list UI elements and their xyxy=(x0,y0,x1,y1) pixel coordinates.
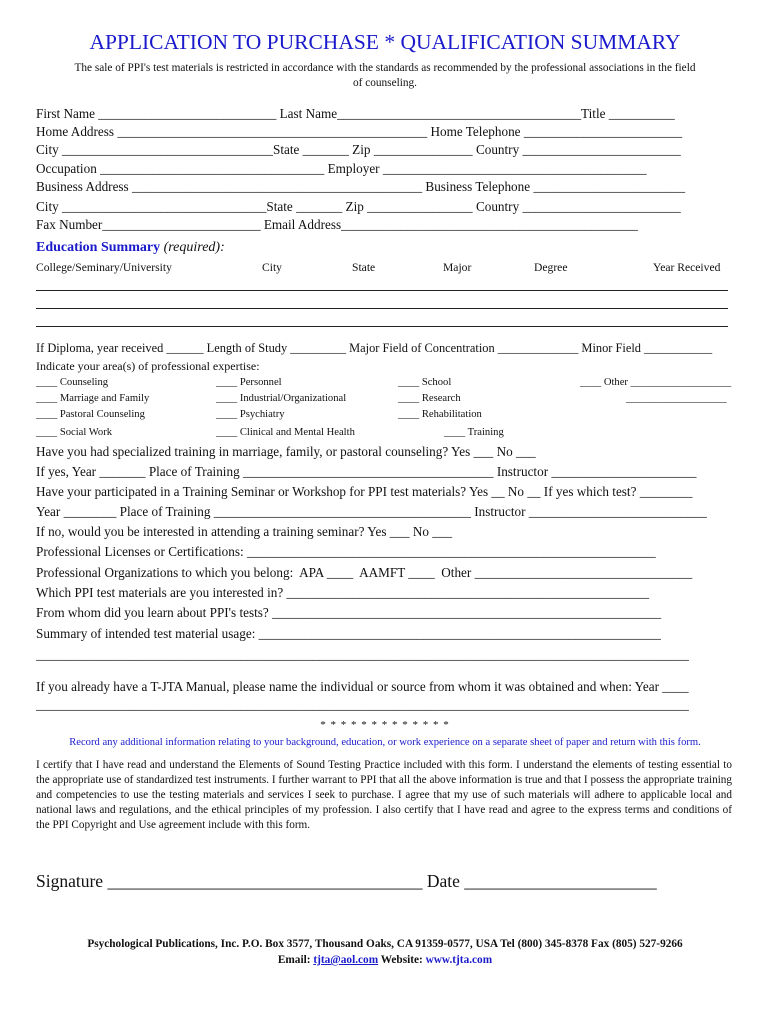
education-heading xyxy=(36,239,225,257)
footer-address: Psychological Publications, Inc. P.O. Box 3577, Thousand Oaks, CA 91359-0577, USA Tel (800) 345-8378 Fax (805) 527-9266 xyxy=(87,938,683,950)
additional-info-note: Record any additional information relating to your background, education, or work experience on a separate sheet of paper and return with this form. xyxy=(69,737,701,748)
option-marriage-family[interactable]: ____ Marriage and Family xyxy=(36,393,150,404)
option-psychiatry[interactable]: ____ Psychiatry xyxy=(216,409,285,420)
email-label: Email: xyxy=(277,954,314,966)
question-training-details[interactable]: If yes, Year _______ Place of Training ______________________________________ Instructor ______________________ xyxy=(36,464,697,479)
question-organizations[interactable]: Professional Organizations to which you belong: APA ____ AAMFT ____ Other _________________________________ xyxy=(36,565,693,580)
option-social-work[interactable]: ____ Social Work xyxy=(36,427,113,438)
field-fax-email[interactable]: Fax Number________________________ Email Address_____________________________________________ xyxy=(36,217,638,232)
tjta-manual-line-2[interactable]: ___________________________________________________________________________________________________ xyxy=(36,697,689,712)
field-business-address[interactable]: Business Address ____________________________________________ Business Telephone _______________________ xyxy=(36,179,686,194)
certification-paragraph: I certify that I have read and understand the Elements of Sound Testing Practice included with this form. I understand the elements of testing essential to the appropriate use of standardized test instruments. I further warrant to PPI that all the above information is true and that I possess the appropriate training and competencies to use the testing materials and services I seek to purchase. I agree that my use of such materials will adhere to applicable local and national laws and regulations, and the ethical principles of my profession. I also certify that I have read and agree to the express terms and conditions of the PPI Copyright and Use agreement include with this form. xyxy=(36,759,732,831)
option-industrial[interactable]: ____ Industrial/Organizational xyxy=(216,393,347,404)
separator-stars: * * * * * * * * * * * * * xyxy=(320,719,450,731)
column-header-college: College/Seminary/University xyxy=(36,261,172,274)
education-line-2[interactable] xyxy=(36,308,728,309)
question-tjta-manual[interactable]: If you already have a T-JTA Manual, please name the individual or source from whom it was obtained and when: Year ____ xyxy=(36,679,689,694)
subtitle-line-2: of counseling. xyxy=(352,77,417,89)
option-research[interactable]: ____ Research xyxy=(398,393,461,404)
question-seminar-details[interactable]: Year ________ Place of Training _______________________________________ Instructor ___________________________ xyxy=(36,504,707,519)
education-heading-label: Education Summary xyxy=(36,240,161,255)
option-training[interactable]: ____ Training xyxy=(444,427,504,438)
subtitle-line-1: The sale of PPI's test materials is restricted in accordance with the standards as recommended by the professional associations in the field xyxy=(74,62,696,74)
question-specialized-training[interactable]: Have you had specialized training in marriage, family, or pastoral counseling? Yes ___ No ___ xyxy=(36,444,536,459)
footer-contact xyxy=(0,953,770,968)
question-interest-seminar[interactable]: If no, would you be interested in attending a training seminar? Yes ___ No ___ xyxy=(36,524,453,539)
website-link[interactable]: www.tjta.com xyxy=(425,954,493,966)
field-occupation[interactable]: Occupation __________________________________ Employer ________________________________________ xyxy=(36,161,647,176)
option-rehabilitation[interactable]: ____ Rehabilitation xyxy=(398,409,482,420)
expertise-label: Indicate your area(s) of professional expertise: xyxy=(36,359,260,373)
signature-date-line[interactable]: Signature ____________________________________ Date ______________________ xyxy=(36,871,657,891)
column-header-city: City xyxy=(262,261,282,274)
education-line-1[interactable] xyxy=(36,290,728,291)
option-pastoral-counseling[interactable]: ____ Pastoral Counseling xyxy=(36,409,145,420)
question-licenses[interactable]: Professional Licenses or Certifications: ______________________________________________________________ xyxy=(36,544,656,559)
field-home-address[interactable]: Home Address _______________________________________________ Home Telephone ________________________ xyxy=(36,124,683,139)
field-business-city[interactable]: City _______________________________State _______ Zip ________________ Country ________________________ xyxy=(36,199,681,214)
question-test-materials[interactable]: Which PPI test materials are you interested in? _______________________________________________________ xyxy=(36,585,650,600)
column-header-degree: Degree xyxy=(534,261,568,274)
email-link[interactable]: tjta@aol.com xyxy=(313,954,379,966)
website-label: Website: xyxy=(378,954,426,966)
question-usage-summary[interactable]: Summary of intended test material usage: _____________________________________________________________ xyxy=(36,626,661,641)
field-diploma[interactable]: If Diploma, year received ______ Length of Study _________ Major Field of Concentration _____________ Minor Field ___________ xyxy=(36,341,713,355)
question-seminar[interactable]: Have your participated in a Training Seminar or Workshop for PPI test materials? Yes __ No __ If yes which test? ________ xyxy=(36,484,693,499)
option-other[interactable]: ____ Other ___________________ xyxy=(580,377,732,388)
field-home-city[interactable]: City ________________________________State _______ Zip _______________ Country ________________________ xyxy=(36,142,681,157)
option-other-line[interactable]: ___________________ xyxy=(626,393,727,404)
page-title: APPLICATION TO PURCHASE * QUALIFICATION SUMMARY xyxy=(89,30,681,54)
option-clinical[interactable]: ____ Clinical and Mental Health xyxy=(216,427,355,438)
column-header-major: Major xyxy=(443,261,472,274)
education-required-label: (required): xyxy=(163,240,225,255)
question-learn-about[interactable]: From whom did you learn about PPI's tests? ___________________________________________________________ xyxy=(36,605,662,620)
column-header-year: Year Received xyxy=(653,261,721,274)
field-name-title[interactable]: First Name ___________________________ Last Name_____________________________________Title __________ xyxy=(36,106,675,121)
usage-summary-line-2[interactable]: ___________________________________________________________________________________________________ xyxy=(36,647,689,662)
column-header-state: State xyxy=(352,261,376,274)
option-school[interactable]: ____ School xyxy=(398,377,452,388)
option-personnel[interactable]: ____ Personnel xyxy=(216,377,282,388)
education-line-3[interactable] xyxy=(36,326,728,327)
option-counseling[interactable]: ____ Counseling xyxy=(36,377,109,388)
